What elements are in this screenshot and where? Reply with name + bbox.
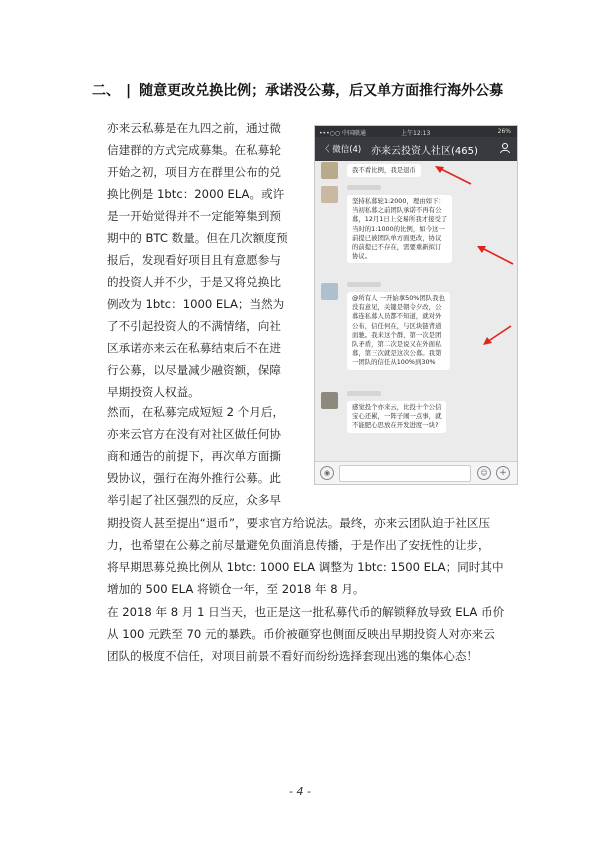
section-number: 二、 (92, 83, 120, 99)
annotation-arrow (433, 164, 473, 186)
paragraph-line: 举引起了社区强烈的反应，众多早 (107, 493, 281, 507)
message-line: 不能肥心思放在开发进度一块? (352, 421, 439, 430)
chat-message (321, 164, 511, 184)
status-time: 上午12:13 (401, 130, 431, 137)
paragraph-line: 报后，发现看好项目且有意愿参与 (107, 253, 281, 267)
paragraph-line: 团队的极度不信任，对项目前景不看好而纷纷选择套现出逃的集体心态！ (107, 649, 479, 663)
sender-name (347, 391, 381, 396)
battery-label: 26% (497, 128, 511, 135)
page-number: - 4 - (289, 785, 311, 798)
carrier-label: •••○○ 中国联通 (319, 130, 366, 137)
group-members-icon[interactable] (499, 142, 511, 157)
section-heading (92, 80, 532, 100)
section-title: 随意更改兑换比例；承诺没公募，后又单方面推行海外公募 (139, 83, 504, 99)
paragraph-line: 从 100 元跌至 70 元的暴跌。币价被砸穿也侧面反映出早期投资人对亦来云 (107, 627, 495, 641)
paragraph-line: 期中的 BTC 数量。但在几次额度预 (107, 231, 288, 245)
avatar (321, 283, 338, 300)
paragraph-line: 亦来云官方在没有对社区做任何协 (107, 427, 281, 441)
message-bubble (347, 195, 452, 263)
message-line: 的前提已不存在，需要重新拟订 (352, 243, 442, 252)
chat-input-bar (315, 461, 517, 484)
chat-message (321, 392, 511, 438)
paragraph-line: 商和通告的前提下，再次单方面撕 (107, 449, 281, 463)
paragraph-3 (107, 512, 507, 600)
message-line: 坚持私募轮1:2000，理由如下： (352, 197, 445, 205)
paragraph-line: 早期投资人权益。 (107, 385, 200, 399)
message-line: 我不看比例，我是退币 (352, 166, 416, 174)
paragraph-line: 行公募，以尽量减少融资额，保障 (107, 363, 281, 377)
message-line: 公布，信任何在，与区块链背道 (352, 321, 442, 330)
message-line: 前提已被团队单方面更改，协议 (352, 233, 442, 242)
chat-nav-bar (315, 137, 517, 161)
message-line: 当时的1:1000的比例，如今这一 (352, 224, 445, 233)
paragraph-line: 期投资人甚至提出“退币”，要求官方给说法。最终，亦来云团队迫于社区压 (107, 516, 491, 530)
avatar (321, 162, 338, 179)
annotation-arrow (481, 324, 513, 348)
message-line: 募，第三次就是这次公募。我第 (352, 349, 442, 358)
paragraph-line: 了不引起投资人的不满情绪，向社 (107, 319, 281, 333)
paragraph-line: 将早期思募兑换比例从 1btc: 1000 ELA 调整为 1btc: 1500 ELA；同时其中 (107, 560, 504, 574)
paragraph-line: 力，也希望在公募之前尽量避免负面消息传播，于是作出了安抚性的让步， (107, 538, 490, 552)
message-line: @所有人 一开始拿50%团队我也 (352, 294, 445, 302)
message-line: 当初私募之前团队承诺不再有公 (352, 206, 442, 215)
paragraph-line: 亦来云私募是在九四之前，通过微 (107, 121, 281, 135)
paragraph-line: 开始之初，项目方在群里公布的兑 (107, 165, 281, 179)
message-line: 募，12月1日上交易所我才接受了 (352, 215, 448, 224)
sender-name (347, 185, 381, 190)
paragraph-line: 的投资人并不少，于是又将兑换比 (107, 275, 281, 289)
paragraph-1 (107, 117, 300, 403)
annotation-arrow (475, 244, 515, 268)
message-line: 队矛盾，第二次是说又在外面私 (352, 340, 442, 349)
wechat-screenshot (314, 125, 518, 485)
phone-status-bar (315, 126, 517, 137)
paragraph-line: 信建群的方式完成募集。在私募轮 (107, 143, 281, 157)
message-bubble (347, 164, 421, 177)
emoji-icon[interactable]: ☺ (477, 466, 491, 480)
paragraph-line: 在 2018 年 8 月 1 日当天，也正是这一批私募代币的解锁释放导致 ELA 币价 (107, 605, 505, 619)
message-bubble (347, 292, 450, 370)
paragraph-line: 换比例是 1btc：2000 ELA。或许 (107, 187, 285, 201)
chat-title: 亦来云投资人社区(465) (371, 146, 478, 157)
paragraph-line: 例改为 1btc：1000 ELA；当然为 (107, 297, 285, 311)
voice-icon[interactable]: ◉ (320, 466, 334, 480)
message-line: 一团队的信任从100%到30% (352, 358, 436, 367)
sender-name (347, 282, 381, 287)
paragraph-2 (107, 401, 300, 511)
message-line: 宝心还累，一阵子闹一点事，就 (352, 412, 442, 421)
paragraph-4 (107, 601, 507, 667)
paragraph-line: 增加的 500 ELA 将锁仓一年，至 2018 年 8 月。 (107, 582, 365, 596)
message-input[interactable] (339, 465, 471, 482)
paragraph-line: 然而，在私募完成短短 2 个月后， (107, 405, 285, 419)
paragraph-line: 区承诺亦来云在私募结束后不在进 (107, 341, 281, 355)
paragraph-line: 是一开始觉得并不一定能筹集到预 (107, 209, 281, 223)
message-line: 募连私募人员都不知道，就对外 (352, 312, 442, 321)
heading-divider: | (126, 83, 132, 99)
message-line: 感觉投个亦来云，比投十个公信 (352, 403, 442, 411)
avatar (321, 392, 338, 409)
paragraph-line: 毁协议，强行在海外推行公募。此 (107, 471, 281, 485)
message-line: 协议。 (352, 252, 372, 261)
plus-icon[interactable]: + (496, 466, 510, 480)
message-bubble (347, 401, 446, 433)
back-button[interactable]: 〈 微信(4) (321, 145, 362, 155)
message-line: 没有意见，关键是朝令夕改，公 (352, 303, 442, 312)
message-line: 而驰。我来这个群，第一次是团 (352, 330, 442, 339)
avatar (321, 186, 338, 203)
